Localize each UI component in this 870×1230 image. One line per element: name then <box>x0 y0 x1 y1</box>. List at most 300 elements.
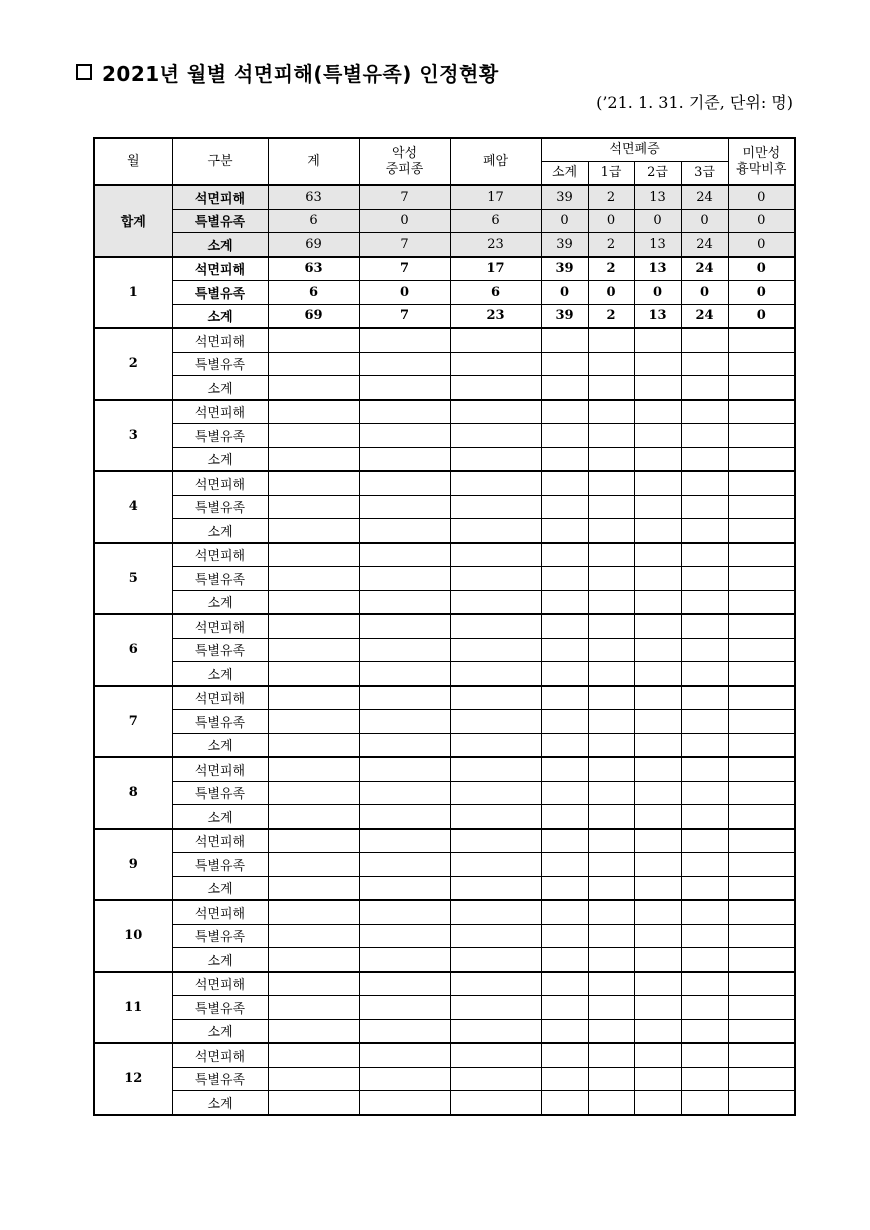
value-cell: 24 <box>681 257 728 281</box>
value-cell <box>268 495 359 519</box>
value-cell <box>541 328 588 352</box>
month-group <box>94 614 795 686</box>
summary-row <box>94 185 795 209</box>
value-cell <box>634 781 681 805</box>
value-cell <box>541 948 588 972</box>
value-cell <box>541 781 588 805</box>
value-cell <box>268 471 359 495</box>
category-cell: 석면피해 <box>172 185 268 209</box>
value-cell <box>450 543 541 567</box>
value-cell <box>450 805 541 829</box>
value-cell: 6 <box>450 209 541 233</box>
value-cell: 24 <box>681 233 728 257</box>
value-cell <box>450 686 541 710</box>
value-cell <box>588 781 634 805</box>
value-cell <box>634 710 681 734</box>
month-row <box>94 757 795 781</box>
month-row <box>94 424 795 448</box>
category-cell: 석면피해 <box>172 400 268 424</box>
value-cell <box>634 447 681 471</box>
value-cell <box>359 733 450 757</box>
value-cell: 0 <box>359 281 450 305</box>
value-cell <box>588 328 634 352</box>
value-cell <box>588 567 634 591</box>
value-cell <box>359 328 450 352</box>
value-cell <box>450 948 541 972</box>
value-cell <box>359 567 450 591</box>
value-cell <box>450 733 541 757</box>
value-cell <box>728 447 795 471</box>
value-cell <box>450 328 541 352</box>
value-cell <box>541 757 588 781</box>
month-group <box>94 471 795 543</box>
value-cell <box>728 757 795 781</box>
month-label: 5 <box>94 543 172 615</box>
value-cell <box>728 638 795 662</box>
value-cell <box>681 638 728 662</box>
value-cell: 0 <box>728 185 795 209</box>
value-cell <box>450 996 541 1020</box>
value-cell <box>588 972 634 996</box>
value-cell <box>450 352 541 376</box>
value-cell <box>728 495 795 519</box>
value-cell <box>359 1067 450 1091</box>
value-cell <box>359 543 450 567</box>
value-cell <box>268 853 359 877</box>
value-cell <box>268 447 359 471</box>
value-cell <box>359 471 450 495</box>
value-cell <box>359 614 450 638</box>
value-cell <box>588 733 634 757</box>
value-cell <box>634 471 681 495</box>
value-cell: 2 <box>588 185 634 209</box>
value-cell <box>541 924 588 948</box>
value-cell <box>681 519 728 543</box>
value-cell <box>634 1091 681 1115</box>
value-cell <box>681 948 728 972</box>
month-row <box>94 1067 795 1091</box>
value-cell <box>588 710 634 734</box>
category-cell: 소계 <box>172 590 268 614</box>
month-row <box>94 829 795 853</box>
category-cell: 석면피해 <box>172 257 268 281</box>
value-cell <box>681 757 728 781</box>
value-cell <box>450 495 541 519</box>
value-cell <box>681 996 728 1020</box>
month-row <box>94 543 795 567</box>
value-cell <box>681 1019 728 1043</box>
value-cell <box>681 781 728 805</box>
value-cell <box>634 733 681 757</box>
month-row <box>94 567 795 591</box>
category-cell: 소계 <box>172 662 268 686</box>
value-cell: 13 <box>634 233 681 257</box>
value-cell <box>541 805 588 829</box>
value-cell: 0 <box>359 209 450 233</box>
value-cell <box>268 876 359 900</box>
value-cell <box>268 829 359 853</box>
value-cell <box>728 352 795 376</box>
value-cell <box>681 1067 728 1091</box>
value-cell: 0 <box>681 281 728 305</box>
value-cell: 17 <box>450 257 541 281</box>
value-cell <box>588 424 634 448</box>
month-group <box>94 686 795 758</box>
value-cell: 13 <box>634 304 681 328</box>
value-cell <box>541 519 588 543</box>
value-cell: 0 <box>588 281 634 305</box>
value-cell <box>681 590 728 614</box>
value-cell <box>450 1091 541 1115</box>
value-cell <box>634 757 681 781</box>
value-cell: 6 <box>450 281 541 305</box>
value-cell <box>359 400 450 424</box>
value-cell <box>728 876 795 900</box>
category-cell: 소계 <box>172 948 268 972</box>
category-cell: 특별유족 <box>172 281 268 305</box>
value-cell <box>450 638 541 662</box>
value-cell <box>359 686 450 710</box>
value-cell <box>359 519 450 543</box>
value-cell <box>728 400 795 424</box>
value-cell <box>450 1019 541 1043</box>
value-cell <box>728 829 795 853</box>
value-cell <box>541 1043 588 1067</box>
value-cell: 0 <box>728 304 795 328</box>
value-cell <box>268 948 359 972</box>
value-cell <box>588 447 634 471</box>
value-cell <box>359 376 450 400</box>
value-cell <box>450 924 541 948</box>
value-cell <box>681 447 728 471</box>
value-cell <box>681 805 728 829</box>
value-cell: 63 <box>268 185 359 209</box>
value-cell <box>681 495 728 519</box>
value-cell <box>728 853 795 877</box>
category-cell: 석면피해 <box>172 328 268 352</box>
value-cell: 7 <box>359 185 450 209</box>
value-cell <box>268 376 359 400</box>
table-header <box>94 138 795 185</box>
value-cell <box>681 853 728 877</box>
value-cell <box>450 1043 541 1067</box>
value-cell <box>588 352 634 376</box>
month-group <box>94 328 795 400</box>
header-grade1: 1급 <box>588 162 634 186</box>
value-cell <box>268 638 359 662</box>
month-group <box>94 400 795 472</box>
month-row <box>94 805 795 829</box>
month-row <box>94 948 795 972</box>
value-cell <box>634 1043 681 1067</box>
month-row <box>94 376 795 400</box>
value-cell <box>588 876 634 900</box>
value-cell <box>541 447 588 471</box>
value-cell <box>359 853 450 877</box>
value-cell <box>634 662 681 686</box>
value-cell <box>728 519 795 543</box>
month-row <box>94 328 795 352</box>
category-cell: 특별유족 <box>172 924 268 948</box>
value-cell <box>268 590 359 614</box>
value-cell <box>450 590 541 614</box>
month-group <box>94 1043 795 1115</box>
category-cell: 특별유족 <box>172 853 268 877</box>
value-cell: 0 <box>588 209 634 233</box>
category-cell: 특별유족 <box>172 1067 268 1091</box>
value-cell <box>359 1019 450 1043</box>
month-row <box>94 662 795 686</box>
value-cell: 69 <box>268 233 359 257</box>
value-cell <box>588 924 634 948</box>
value-cell <box>681 686 728 710</box>
value-cell <box>359 710 450 734</box>
value-cell <box>268 900 359 924</box>
value-cell: 7 <box>359 257 450 281</box>
value-cell <box>728 543 795 567</box>
value-cell <box>450 614 541 638</box>
value-cell <box>588 757 634 781</box>
month-label: 10 <box>94 900 172 972</box>
value-cell: 69 <box>268 304 359 328</box>
value-cell <box>588 638 634 662</box>
month-label: 11 <box>94 972 172 1044</box>
value-cell <box>588 805 634 829</box>
month-row <box>94 996 795 1020</box>
category-cell: 석면피해 <box>172 471 268 495</box>
value-cell <box>541 900 588 924</box>
value-cell <box>728 471 795 495</box>
value-cell <box>268 733 359 757</box>
value-cell: 2 <box>588 233 634 257</box>
month-row <box>94 710 795 734</box>
value-cell <box>634 424 681 448</box>
value-cell <box>634 686 681 710</box>
value-cell <box>681 614 728 638</box>
value-cell <box>541 686 588 710</box>
value-cell <box>588 376 634 400</box>
category-cell: 석면피해 <box>172 829 268 853</box>
category-cell: 소계 <box>172 376 268 400</box>
value-cell <box>541 876 588 900</box>
category-cell: 소계 <box>172 519 268 543</box>
value-cell <box>268 328 359 352</box>
month-row <box>94 1091 795 1115</box>
value-cell <box>450 757 541 781</box>
value-cell <box>681 376 728 400</box>
value-cell <box>634 1067 681 1091</box>
value-cell <box>359 900 450 924</box>
value-cell: 0 <box>728 209 795 233</box>
month-row <box>94 471 795 495</box>
header-month: 월 <box>94 138 172 185</box>
value-cell <box>728 805 795 829</box>
value-cell <box>634 924 681 948</box>
value-cell <box>541 471 588 495</box>
month-row <box>94 1019 795 1043</box>
value-cell <box>634 352 681 376</box>
value-cell <box>450 1067 541 1091</box>
value-cell: 2 <box>588 257 634 281</box>
value-cell <box>588 1091 634 1115</box>
value-cell <box>588 686 634 710</box>
value-cell <box>634 638 681 662</box>
category-cell: 석면피해 <box>172 972 268 996</box>
value-cell <box>359 805 450 829</box>
value-cell: 0 <box>728 281 795 305</box>
header-subtotal: 소계 <box>541 162 588 186</box>
value-cell <box>541 662 588 686</box>
value-cell <box>541 1067 588 1091</box>
value-cell <box>728 590 795 614</box>
value-cell: 6 <box>268 281 359 305</box>
summary-row <box>94 209 795 233</box>
value-cell <box>541 614 588 638</box>
value-cell <box>359 352 450 376</box>
value-cell <box>359 972 450 996</box>
value-cell <box>681 710 728 734</box>
value-cell <box>728 1067 795 1091</box>
value-cell <box>728 1043 795 1067</box>
value-cell <box>450 829 541 853</box>
value-cell <box>268 567 359 591</box>
value-cell: 17 <box>450 185 541 209</box>
value-cell <box>450 710 541 734</box>
value-cell <box>728 662 795 686</box>
value-cell <box>728 686 795 710</box>
value-cell <box>681 972 728 996</box>
value-cell: 7 <box>359 233 450 257</box>
value-cell <box>681 900 728 924</box>
value-cell <box>681 829 728 853</box>
month-label: 9 <box>94 829 172 901</box>
value-cell <box>359 924 450 948</box>
value-cell: 0 <box>541 209 588 233</box>
value-cell <box>634 829 681 853</box>
value-cell: 39 <box>541 233 588 257</box>
header-mesothelioma: 악성 중피종 <box>359 138 450 185</box>
value-cell <box>588 900 634 924</box>
value-cell: 39 <box>541 257 588 281</box>
value-cell <box>681 543 728 567</box>
value-cell <box>268 1091 359 1115</box>
value-cell: 7 <box>359 304 450 328</box>
header-category: 구분 <box>172 138 268 185</box>
value-cell <box>728 376 795 400</box>
header-lung-cancer: 폐암 <box>450 138 541 185</box>
summary-label: 합계 <box>94 185 172 257</box>
category-cell: 석면피해 <box>172 757 268 781</box>
month-label: 1 <box>94 257 172 329</box>
value-cell: 0 <box>728 233 795 257</box>
value-cell <box>541 495 588 519</box>
value-cell <box>634 900 681 924</box>
value-cell <box>588 1067 634 1091</box>
category-cell: 소계 <box>172 805 268 829</box>
value-cell <box>541 1019 588 1043</box>
value-cell <box>634 328 681 352</box>
value-cell <box>634 853 681 877</box>
category-cell: 석면피해 <box>172 1043 268 1067</box>
value-cell <box>634 495 681 519</box>
value-cell <box>359 638 450 662</box>
month-label: 3 <box>94 400 172 472</box>
value-cell <box>634 876 681 900</box>
value-cell <box>450 662 541 686</box>
value-cell <box>588 495 634 519</box>
value-cell <box>728 900 795 924</box>
value-cell <box>588 471 634 495</box>
value-cell <box>728 567 795 591</box>
value-cell <box>681 662 728 686</box>
value-cell <box>359 495 450 519</box>
month-row <box>94 447 795 471</box>
value-cell <box>359 447 450 471</box>
basis-note: (’21. 1. 31. 기준, 단위: 명) <box>596 93 793 112</box>
value-cell <box>359 781 450 805</box>
value-cell <box>541 543 588 567</box>
month-row <box>94 638 795 662</box>
category-cell: 특별유족 <box>172 424 268 448</box>
summary-row <box>94 233 795 257</box>
value-cell <box>681 876 728 900</box>
value-cell <box>588 996 634 1020</box>
value-cell <box>588 519 634 543</box>
value-cell <box>588 948 634 972</box>
value-cell <box>681 733 728 757</box>
value-cell <box>268 1043 359 1067</box>
value-cell <box>541 638 588 662</box>
value-cell <box>541 400 588 424</box>
value-cell <box>634 805 681 829</box>
value-cell <box>268 543 359 567</box>
value-cell <box>588 829 634 853</box>
value-cell <box>588 400 634 424</box>
value-cell: 13 <box>634 185 681 209</box>
value-cell <box>588 1019 634 1043</box>
value-cell <box>268 400 359 424</box>
month-group <box>94 972 795 1044</box>
value-cell: 39 <box>541 185 588 209</box>
value-cell <box>541 376 588 400</box>
month-row <box>94 590 795 614</box>
value-cell: 0 <box>681 209 728 233</box>
header-grade3: 3급 <box>681 162 728 186</box>
summary-group <box>94 185 795 257</box>
value-cell <box>728 924 795 948</box>
month-row <box>94 781 795 805</box>
category-cell: 소계 <box>172 233 268 257</box>
page-title <box>76 58 499 87</box>
value-cell <box>359 948 450 972</box>
value-cell <box>450 900 541 924</box>
value-cell <box>541 1091 588 1115</box>
value-cell <box>634 543 681 567</box>
value-cell: 2 <box>588 304 634 328</box>
value-cell <box>450 519 541 543</box>
value-cell <box>728 972 795 996</box>
month-group <box>94 257 795 329</box>
month-row <box>94 972 795 996</box>
value-cell <box>450 471 541 495</box>
category-cell: 특별유족 <box>172 638 268 662</box>
value-cell <box>268 1067 359 1091</box>
category-cell: 석면피해 <box>172 900 268 924</box>
value-cell <box>450 376 541 400</box>
month-row <box>94 924 795 948</box>
value-cell <box>268 805 359 829</box>
month-label: 6 <box>94 614 172 686</box>
